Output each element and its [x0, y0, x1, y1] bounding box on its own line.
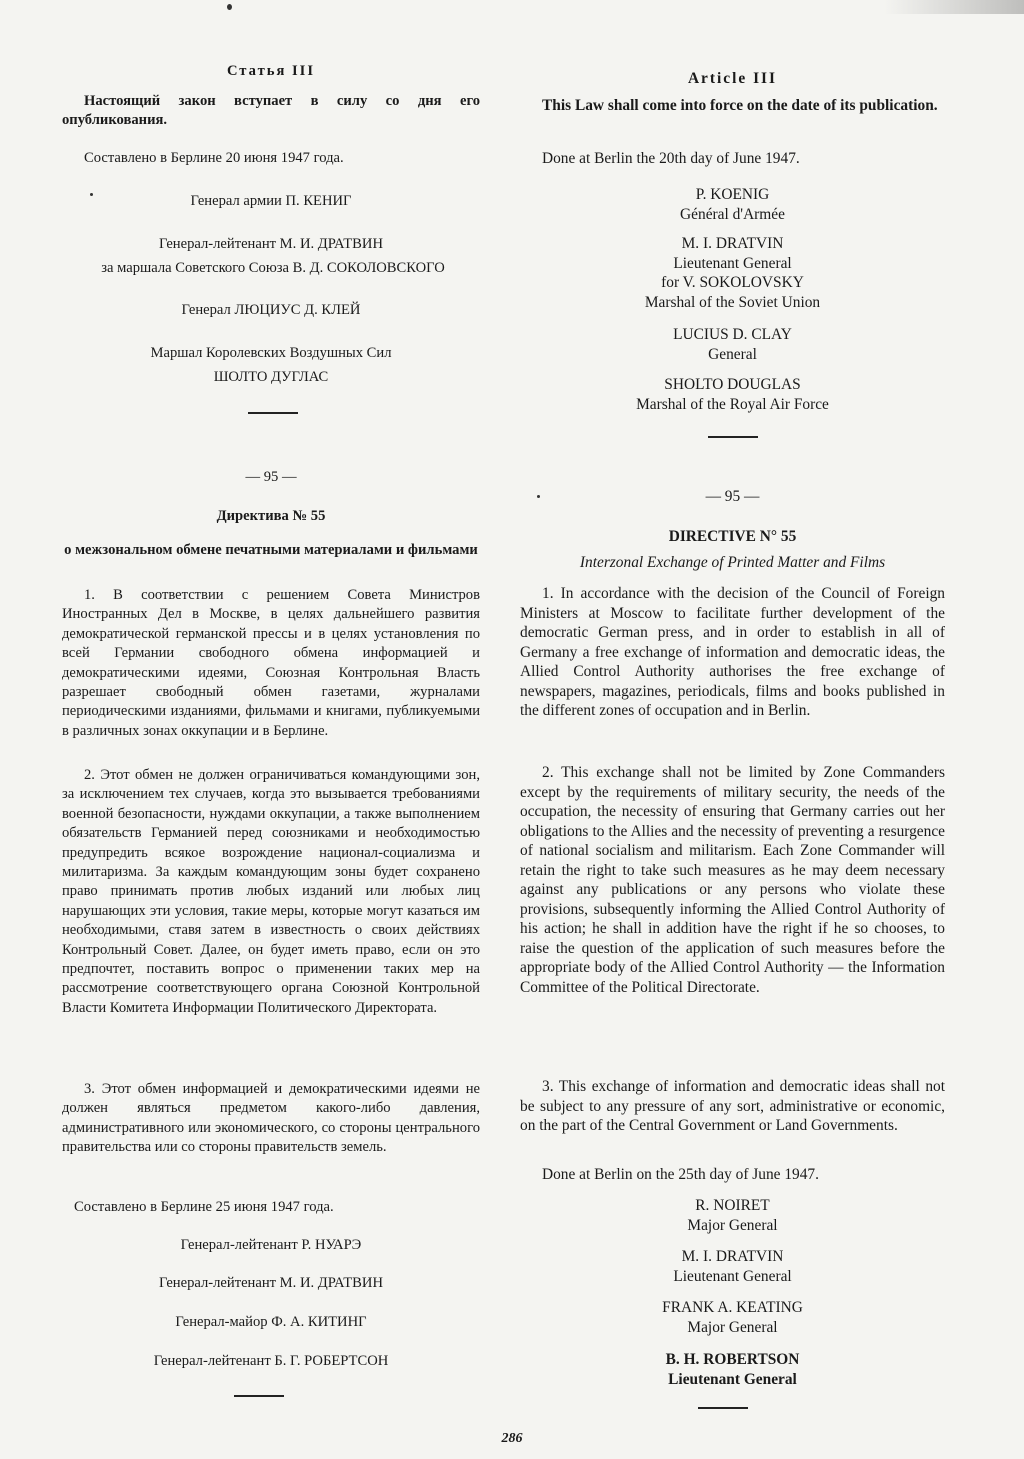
en-signature-title: Général d'Armée — [680, 205, 785, 223]
ru-signature-koenig: Генерал армии П. КЕНИГ — [190, 193, 352, 209]
separator-rule — [234, 1395, 284, 1397]
en-signature-title: Major General — [687, 1318, 778, 1336]
en-signature-title: Lieutenant General — [673, 1267, 792, 1285]
en-article-heading: Article III — [687, 70, 778, 87]
en-signature-keating — [520, 1298, 945, 1337]
separator-rule — [248, 412, 298, 414]
en-document-number: — 95 — — [705, 488, 760, 505]
en-signature-koenig — [520, 185, 945, 224]
ru-directive-subtitle: о межзональном обмене печатными материалами и фильмами — [64, 542, 478, 558]
ru-done-line-2: Составлено в Берлине 25 июня 1947 года. — [74, 1199, 334, 1215]
en-signature-name: LUCIUS D. CLAY — [673, 326, 792, 343]
en-signature-clay — [520, 325, 945, 364]
en-directive-title: DIRECTIVE N° 55 — [668, 528, 797, 545]
separator-rule — [708, 436, 758, 438]
en-signature-name: B. H. ROBERTSON — [665, 1351, 800, 1368]
en-signature-name: P. KOENIG — [695, 186, 770, 203]
ru-paragraph-1: 1. В соответствии с решением Совета Министров Иностранных Дел в Москве, в целях дальнейшего развития демократической германской прессы и в целях установления по всей Германии свободного обмена информацией и демократическими идеями, Союзная Контрольная Власть разрешает свободный обмен газетами, журналами периодическими изданиями, фильмами и книгами, публикуемыми в различных зонах оккупации и в Берлине. — [62, 587, 480, 739]
en-signature-name: M. I. DRATVIN — [681, 235, 784, 252]
en-signature-robertson — [520, 1350, 945, 1389]
ru-signature-dratvin-2: Генерал-лейтенант М. И. ДРАТВИН — [159, 1275, 383, 1291]
ru-done-line: Составлено в Берлине 20 июня 1947 года. — [84, 150, 344, 166]
ru-signature-keating: Генерал-майор Ф. А. КИТИНГ — [175, 1314, 367, 1330]
en-paragraph-3: 3. This exchange of information and democratic ideas shall not be subject to any pressure of any sort, administrative or economic, on the part of the Central Government or Land Governments. — [520, 1078, 945, 1134]
ru-signature-douglas-title: Маршал Королевских Воздушных Сил — [150, 345, 392, 361]
en-signature-title: General — [708, 345, 757, 363]
en-signature-for: for V. SOKOLOVSKY — [661, 274, 804, 291]
en-directive-subtitle: Interzonal Exchange of Printed Matter and Films — [579, 554, 886, 571]
en-signature-name: SHOLTO DOUGLAS — [664, 376, 801, 393]
en-paragraph-1: 1. In accordance with the decision of the Council of Foreign Ministers at Moscow to facilitate further development of the democratic German press, and in order to establish in all of Germany a free exchange of information and democratic ideas, the Allied Control Authority authorises the free exchange of newspapers, magazines, periodicals, films and books published in the different zones of occupation and in Berlin. — [520, 585, 945, 719]
en-signature-title: Lieutenant General — [668, 1370, 797, 1388]
ru-article-heading: Статья III — [226, 63, 316, 79]
en-signature-name: M. I. DRATVIN — [681, 1248, 784, 1265]
ru-paragraph-3: 3. Этот обмен информацией и демократическими идеями не должен являться предметом какого-либо давления, административного или экономического, со стороны центрального правительства или со стороны правительств земель. — [62, 1081, 480, 1156]
ru-signature-clay: Генерал ЛЮЦИУС Д. КЛЕЙ — [181, 302, 361, 318]
en-signature-noiret — [520, 1196, 945, 1235]
en-article-text: This Law shall come into force on the date of its publication. — [542, 97, 938, 114]
en-done-line: Done at Berlin the 20th day of June 1947. — [542, 150, 800, 167]
en-signature-name: FRANK A. KEATING — [662, 1299, 803, 1316]
page-number: 286 — [501, 1431, 523, 1446]
ru-signature-dratvin: Генерал-лейтенант М. И. ДРАТВИН — [159, 236, 383, 252]
en-signature-name: R. NOIRET — [695, 1197, 770, 1214]
en-paragraph-2: 2. This exchange shall not be limited by Zone Commanders except by the requirements of military security, the needs of the occupation, the necessity of ensuring that Germany carries out her obligations to the Allies and the necessity of preventing a resurgence of national socialism and militarism. Each Zone Commander will retain the right to take such measures as he may deem necessary against any publications or any persons who violate these provisions, subsequently informing the Allied Control Authority of his action; he shall in addition have the right if he so chooses, to raise the question of the application of such measures before the appropriate body of the Allied Control Authority — the Information Committee of the Political Directorate. — [520, 764, 945, 996]
ru-signature-noiret: Генерал-лейтенант Р. НУАРЭ — [180, 1237, 362, 1253]
en-done-line-2: Done at Berlin on the 25th day of June 1947. — [542, 1166, 819, 1183]
en-signature-dratvin — [520, 234, 945, 312]
separator-rule — [698, 1407, 748, 1409]
ru-paragraph-2: 2. Этот обмен не должен ограничиваться командующими зон, за исключением тех случаев, когда это вызывается требованиями военной безопасности, нуждами оккупации, а также выполнением обязательств Германией перед союзниками и необходимостью предупредить всякое возрождение национал-социализма и милитаризма. За каждым командующим зоны будет сохранено право принимать против любых изданий или любых лиц нарушающих эти условия, такие меры, которые могут казаться им необходимыми, ставя затем в известность о своих действиях Контрольный Совет. Далее, он будет иметь право, если он это предпочтет, поставить вопрос о применении таких мер на рассмотрение соответствующего органа Союзной Контрольной Власти Комитета Информации Политического Директората. — [62, 767, 480, 1016]
ru-article-text: Настоящий закон вступает в силу со дня его опубликования. — [62, 93, 480, 129]
en-signature-dratvin-2 — [520, 1247, 945, 1286]
en-signature-title: Major General — [687, 1216, 778, 1234]
ru-signature-douglas-name: ШОЛТО ДУГЛАС — [213, 369, 329, 385]
scan-corner-shading — [884, 0, 1024, 14]
en-signature-douglas — [520, 375, 945, 414]
ru-document-number: — 95 — — [245, 469, 297, 485]
en-signature-title: Marshal of the Royal Air Force — [636, 395, 829, 413]
en-signature-rank: Marshal of the Soviet Union — [644, 293, 821, 311]
ru-directive-title: Директива № 55 — [216, 508, 326, 524]
ru-signature-robertson: Генерал-лейтенант Б. Г. РОБЕРТСОН — [153, 1353, 389, 1369]
ru-signature-sokolovsky: за маршала Советского Союза В. Д. СОКОЛОВСКОГО — [101, 260, 445, 276]
ink-speck — [227, 4, 232, 10]
en-signature-title: Lieutenant General — [673, 254, 792, 272]
